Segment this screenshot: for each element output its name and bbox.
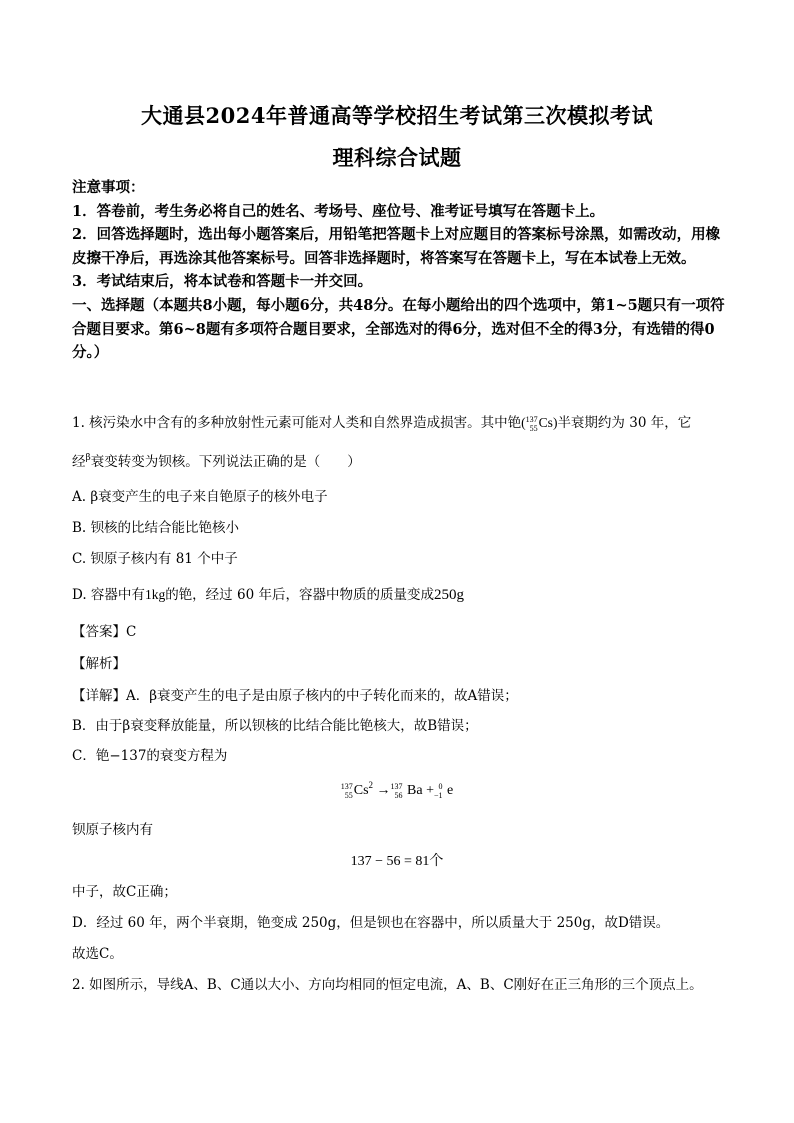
q1-nuclide-mass: 137 [525, 414, 538, 424]
q1-beta-symbol: β [85, 453, 91, 463]
analysis-line-a: 【详解】A．β衰变产生的电子是由原子核内的中子转化而来的，故A错误； [72, 688, 518, 704]
q1-option-c: C. 钡原子核内有 81 个中子 [72, 551, 238, 567]
answer-value: C [126, 624, 137, 640]
section-instructions: 一、选择题（本题共8小题，每小题6分，共48分。在每小题给出的四个选项中，第1~5题只有一项符合题目要求。第6~8题有多项符合题目要求，全部选对的得6分，选对但不全的得3分，有选错的得0分。） [72, 296, 725, 362]
q1-nuclide-charge: 55 [529, 423, 538, 433]
q1-stem-line1 [72, 413, 736, 433]
q1-stem-b: 半衰期约为 30 年，它 [557, 415, 692, 431]
exam-subtitle: 理科综合试题 [332, 145, 462, 170]
q1-nuclide-symbol: Cs [538, 415, 553, 430]
analysis-conclusion: 故选C。 [72, 946, 123, 962]
answer-line [72, 622, 736, 642]
analysis-label: 【解析】 [72, 656, 126, 672]
q1-stem-a: 1. 核污染水中含有的多种放射性元素可能对人类和自然界造成损害。其中铯 [72, 415, 522, 431]
answer-label: 【答案】 [72, 624, 126, 640]
notes-item-1: 1．答卷前，考生务必将自己的姓名、考场号、座位号、准考证号填写在答题卡上。 [72, 202, 605, 220]
q1-option-d: D. 容器中有1kg的铯，经过 60 年后，容器中物质的质量变成250g [72, 587, 464, 603]
notes-heading: 注意事项： [72, 179, 145, 196]
exam-title: 大通县2024年普通高等学校招生考试第三次模拟考试 [141, 103, 653, 128]
decay-equation: 137 55Cs$^2$ →137 56 Ba + 0 −1 e [340, 780, 454, 800]
q1-stem-line2: 经$^\beta$衰变转变为钡核。下列说法正确的是（ ） [72, 453, 361, 470]
q1-nuclide: (137 55Cs) [521, 414, 558, 433]
analysis-line-b: B．由于β衰变释放能量，所以钡核的比结合能比铯核大，故B错误； [72, 718, 478, 734]
notes-item-3: 3．考试结束后，将本试卷和答题卡一并交回。 [72, 273, 373, 291]
analysis-line-c: C．铯−137的衰变方程为 [72, 748, 228, 764]
analysis-line-e: 中子，故C正确； [72, 884, 177, 900]
detail-label: 【详解】 [72, 688, 126, 704]
exam-notes [72, 176, 732, 365]
analysis-line-d: 钡原子核内有 [72, 822, 153, 838]
analysis-line-f: D．经过 60 年，两个半衰期，铯变成 250g，但是钡也在容器中，所以质量大于 250g，故D错误。 [72, 915, 670, 931]
q1-option-b: B. 钡核的比结合能比铯核小 [72, 520, 240, 536]
notes-item-2: 2．回答选择题时，选出每小题答案后，用铅笔把答题卡上对应题目的答案标号涂黑，如需改动，用橡皮擦干净后，再选涂其他答案标号。回答非选择题时，将答案写在答题卡上，写在本试卷上无效。 [72, 226, 721, 267]
neutron-equation: 137 − 56 = 81个 [350, 854, 444, 869]
q2-stem: 2. 如图所示，导线A、B、C通以大小、方向均相同的恒定电流，A、B、C刚好在正三角形的三个顶点上。 [72, 977, 703, 993]
q1-option-a: A. β衰变产生的电子来自铯原子的核外电子 [72, 489, 328, 505]
